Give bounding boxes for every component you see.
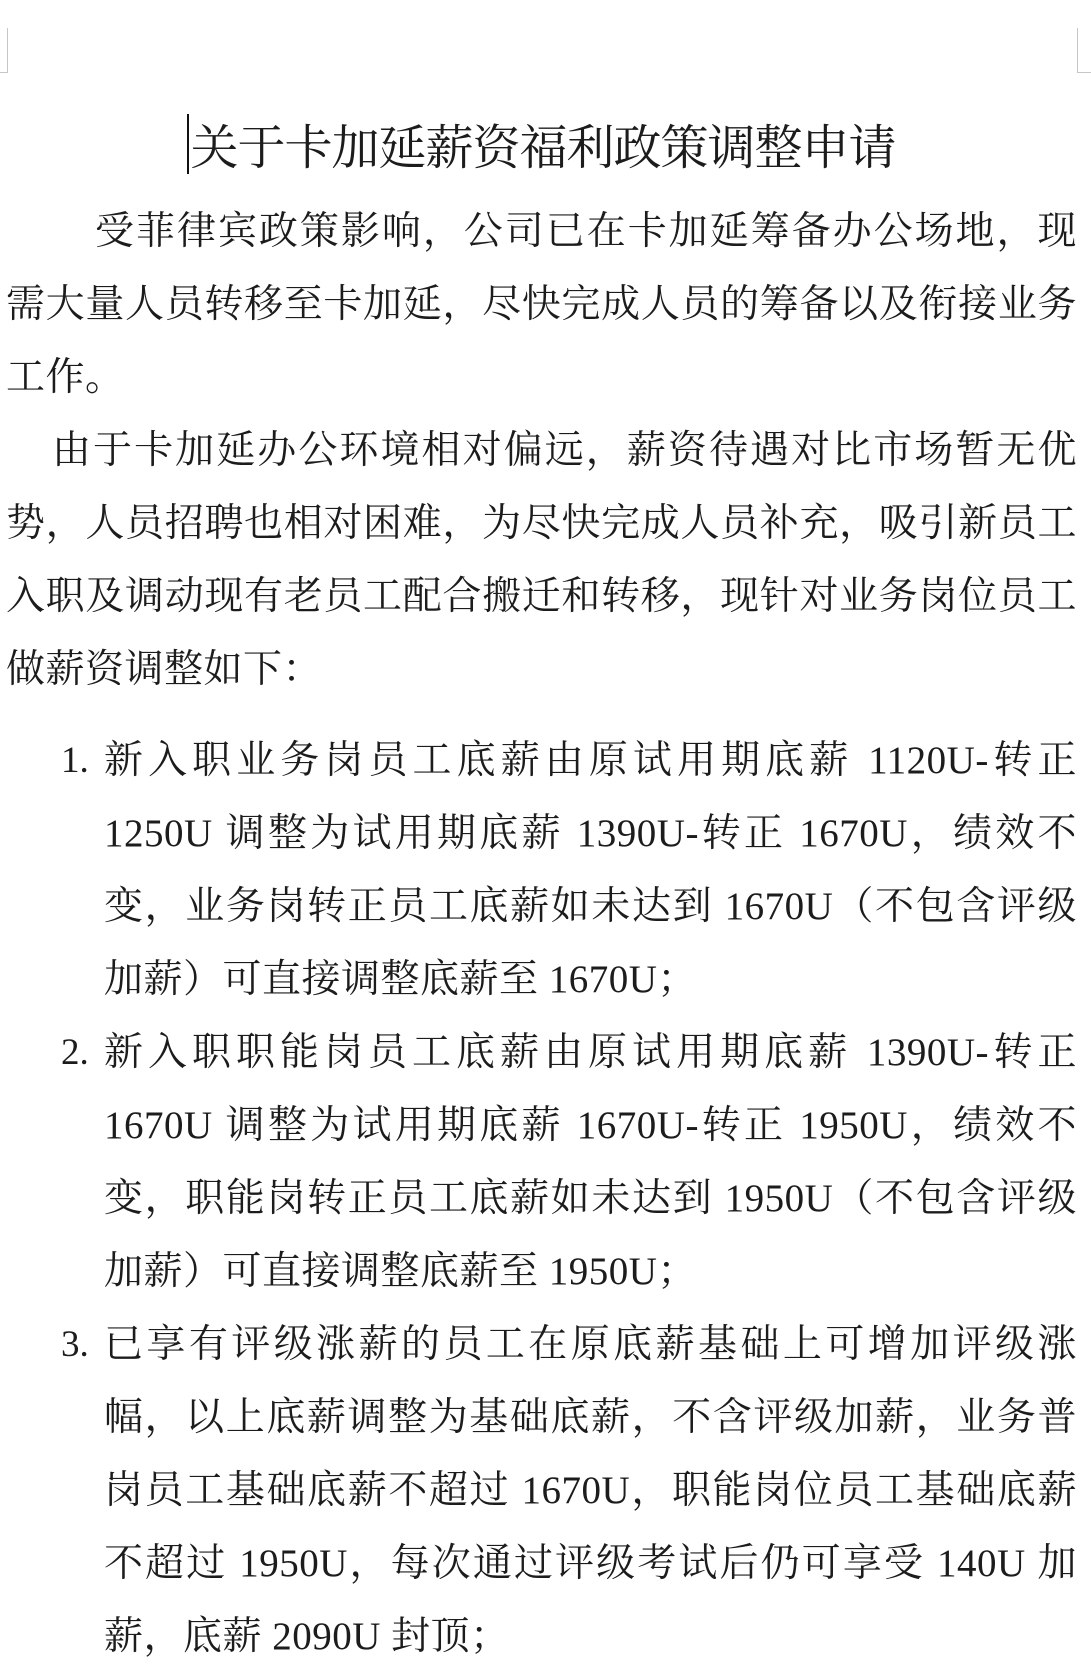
list-item[interactable] xyxy=(6,724,1077,1016)
list-item-number: 2. xyxy=(61,1032,89,1073)
list-item-text: 新入职业务岗员工底薪由原试用期底薪 1120U-转正 1250U 调整为试用期底薪 1390U-转正 1670U，绩效不变，业务岗转正员工底薪如未达到 1670U（不包含评级加薪）可直接调整底薪至 1670U； xyxy=(104,739,1077,1001)
document-title-text: 关于卡加延薪资福利政策调整申请 xyxy=(190,122,896,175)
list-item[interactable] xyxy=(6,1308,1077,1673)
list-item-number: 1. xyxy=(61,740,89,781)
document-title[interactable] xyxy=(6,113,1077,185)
list-item-number: 3. xyxy=(61,1324,89,1365)
list-item-text: 已享有评级涨薪的员工在原底薪基础上可增加评级涨幅，以上底薪调整为基础底薪，不含评级加薪，业务普岗员工基础底薪不超过 1670U，职能岗位员工基础底薪不超过 1950U，每次通过评级考试后仍可享受 140U 加薪，底薪 2090U 封顶； xyxy=(104,1323,1077,1658)
numbered-list xyxy=(6,724,1077,1673)
list-item-text: 新入职职能岗员工底薪由原试用期底薪 1390U-转正 1670U 调整为试用期底薪 1670U-转正 1950U，绩效不变，职能岗转正员工底薪如未达到 1950U（不包含评级加薪）可直接调整底薪至 1950U； xyxy=(104,1031,1077,1293)
paragraph-reason[interactable]: 由于卡加延办公环境相对偏远，薪资待遇对比市场暂无优势，人员招聘也相对困难，为尽快完成人员补充，吸引新员工入职及调动现有老员工配合搬迁和转移，现针对业务岗位员工做薪资调整如下： xyxy=(6,429,1077,691)
list-item[interactable] xyxy=(6,1016,1077,1308)
paragraph-intro[interactable]: 受菲律宾政策影响，公司已在卡加延筹备办公场地，现需大量人员转移至卡加延，尽快完成人员的筹备以及衔接业务工作。 xyxy=(6,210,1077,399)
